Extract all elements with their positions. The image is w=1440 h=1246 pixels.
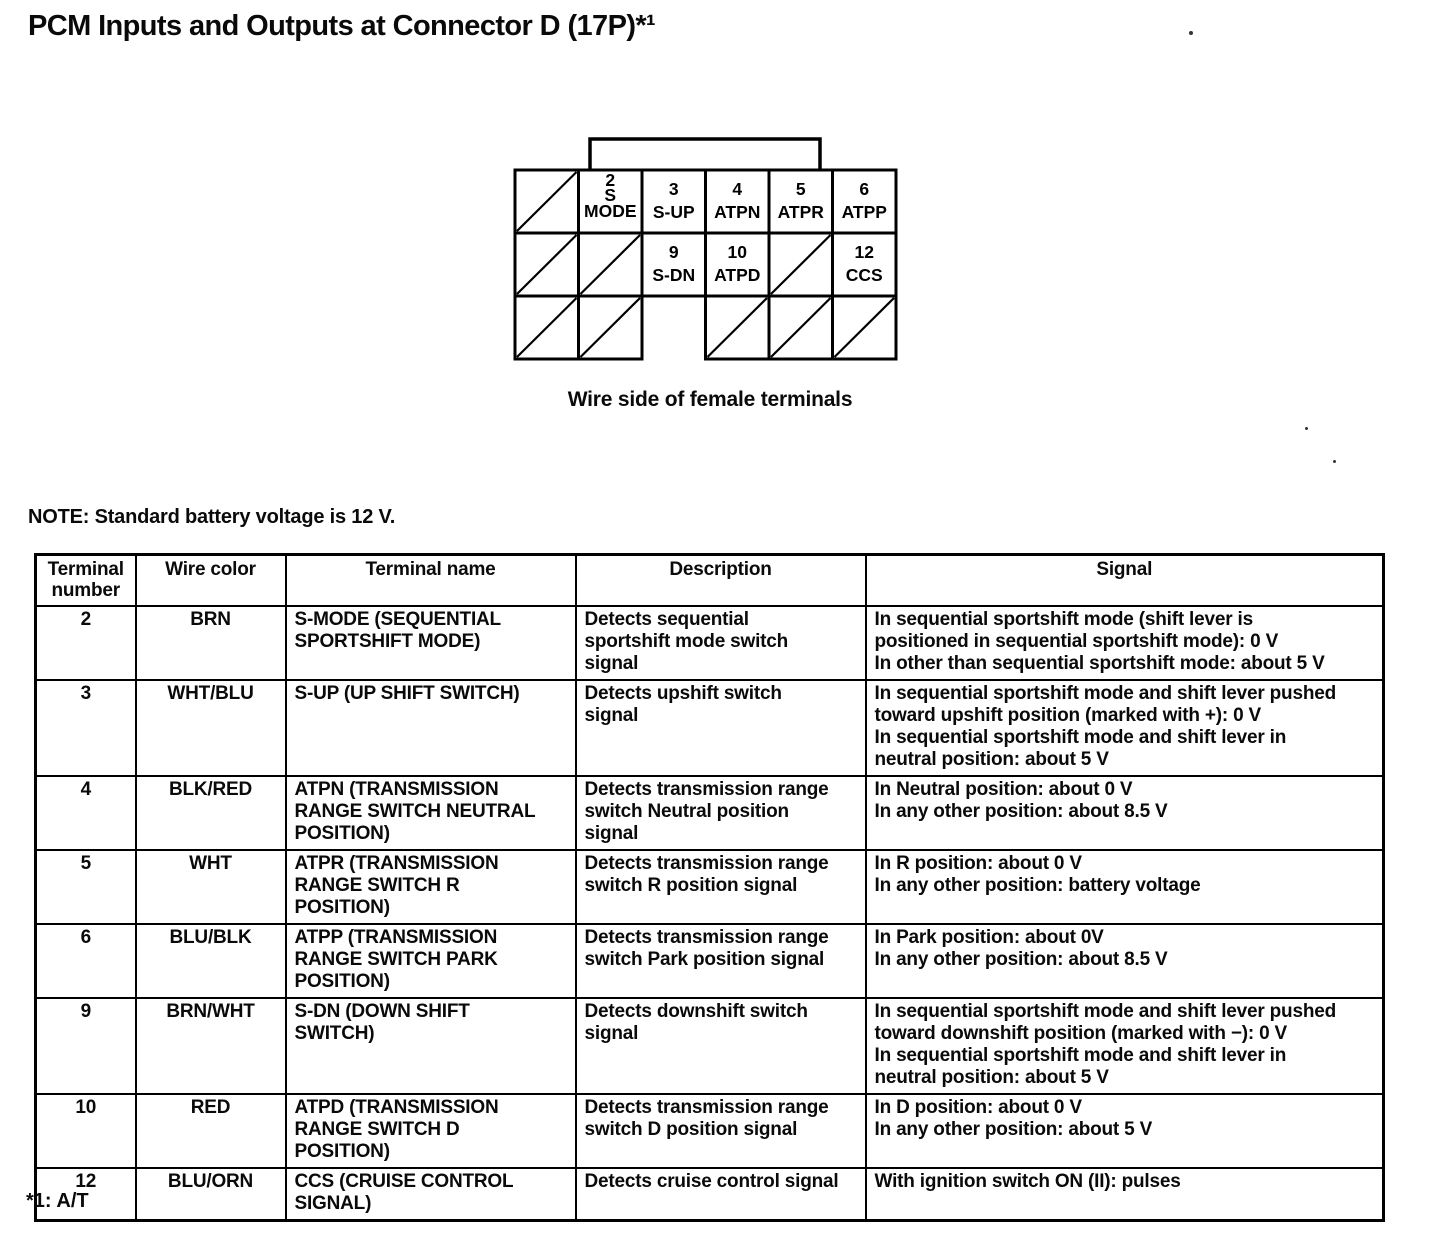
terminal-name-cell bbox=[286, 850, 576, 924]
text-line: Detects transmission range bbox=[584, 853, 829, 874]
column-header: Terminal name bbox=[286, 555, 576, 607]
text-line: Detects transmission range bbox=[584, 779, 829, 800]
connector-blocked-cell bbox=[769, 233, 833, 296]
pin-label: ATPD bbox=[714, 265, 761, 285]
description-cell bbox=[576, 1094, 866, 1168]
connector-blocked-cell bbox=[579, 233, 643, 296]
pin-label: ATPP bbox=[841, 202, 887, 222]
text-line: toward downshift position (marked with −): 0 V bbox=[874, 1023, 1288, 1044]
text-line: In sequential sportshift mode and shift lever pushed bbox=[874, 1001, 1337, 1022]
text-line: In sequential sportshift mode and shift lever in bbox=[874, 1045, 1287, 1066]
text-line: switch R position signal bbox=[584, 875, 798, 896]
text-line: POSITION) bbox=[294, 897, 390, 918]
terminal-name-cell bbox=[286, 606, 576, 680]
terminal-number-cell: 9 bbox=[36, 998, 136, 1094]
text-line: In Neutral position: about 0 V bbox=[874, 779, 1133, 800]
text-line: signal bbox=[584, 1023, 639, 1044]
table-row bbox=[36, 850, 1384, 924]
text-line: RANGE SWITCH D bbox=[294, 1119, 460, 1140]
text-line: CCS (CRUISE CONTROL bbox=[294, 1171, 514, 1192]
terminal-name-cell bbox=[286, 680, 576, 776]
wire-color-cell: BRN/WHT bbox=[136, 998, 286, 1094]
text-line: signal bbox=[584, 705, 639, 726]
terminal-name-cell bbox=[286, 776, 576, 850]
table-row bbox=[36, 1168, 1384, 1221]
table-row bbox=[36, 998, 1384, 1094]
terminal-number-cell: 5 bbox=[36, 850, 136, 924]
text-line: In sequential sportshift mode (shift lever is bbox=[874, 609, 1253, 630]
text-line: toward upshift position (marked with +): 0 V bbox=[874, 705, 1262, 726]
text-line: S-DN (DOWN SHIFT bbox=[294, 1001, 470, 1022]
pin-label: 3 bbox=[668, 179, 679, 199]
pin-label: 2 bbox=[605, 170, 616, 190]
description-cell bbox=[576, 606, 866, 680]
terminal-number-cell: 12 bbox=[36, 1168, 136, 1221]
signal-cell bbox=[866, 998, 1384, 1094]
wire-color-cell: BLU/ORN bbox=[136, 1168, 286, 1221]
text-line: neutral position: about 5 V bbox=[874, 749, 1109, 770]
table-row bbox=[36, 776, 1384, 850]
connector-blocked-cell bbox=[706, 296, 770, 359]
text-line: SWITCH) bbox=[294, 1023, 375, 1044]
description-cell bbox=[576, 680, 866, 776]
text-line: RANGE SWITCH R bbox=[294, 875, 460, 896]
pin-label: S bbox=[604, 185, 617, 205]
signal-cell bbox=[866, 1168, 1384, 1221]
text-line: Detects cruise control signal bbox=[584, 1171, 839, 1192]
connector-blocked-cell bbox=[769, 296, 833, 359]
terminal-name-cell bbox=[286, 924, 576, 998]
text-line: switch Park position signal bbox=[584, 949, 825, 970]
text-line: ATPR (TRANSMISSION bbox=[294, 853, 499, 874]
footnote: *1: A/T bbox=[26, 1190, 89, 1212]
text-line: signal bbox=[584, 653, 639, 674]
table-row bbox=[36, 606, 1384, 680]
connector-blocked-cell bbox=[833, 296, 897, 359]
text-line: SIGNAL) bbox=[294, 1193, 372, 1214]
text-line: In any other position: about 8.5 V bbox=[874, 949, 1168, 970]
description-cell bbox=[576, 850, 866, 924]
signal-cell bbox=[866, 776, 1384, 850]
terminal-name-cell bbox=[286, 1168, 576, 1221]
pin-label: ATPR bbox=[777, 202, 824, 222]
text-line: S-MODE (SEQUENTIAL bbox=[294, 609, 501, 630]
pin-label: 5 bbox=[795, 179, 806, 199]
text-line: ATPD (TRANSMISSION bbox=[294, 1097, 499, 1118]
text-line: In any other position: battery voltage bbox=[874, 875, 1201, 896]
terminal-number-cell: 10 bbox=[36, 1094, 136, 1168]
text-line: neutral position: about 5 V bbox=[874, 1067, 1109, 1088]
pin-label: 9 bbox=[668, 242, 679, 262]
connector-pin-cell bbox=[706, 233, 770, 296]
connector-pinout-drawing bbox=[512, 135, 908, 365]
connector-pin-cell bbox=[579, 170, 643, 233]
description-cell bbox=[576, 1168, 866, 1221]
table-header-row bbox=[36, 555, 1384, 607]
column-header: Terminal number bbox=[36, 555, 136, 607]
connector-pin-cell bbox=[642, 233, 706, 296]
table-row bbox=[36, 924, 1384, 998]
terminal-name-cell bbox=[286, 998, 576, 1094]
wire-color-cell: WHT/BLU bbox=[136, 680, 286, 776]
pin-label: MODE bbox=[584, 201, 637, 221]
wire-color-cell: BRN bbox=[136, 606, 286, 680]
text-line: switch D position signal bbox=[584, 1119, 798, 1140]
pin-label: CCS bbox=[845, 265, 883, 285]
pin-label: 6 bbox=[859, 179, 870, 199]
terminal-number-cell: 4 bbox=[36, 776, 136, 850]
text-line: sportshift mode switch bbox=[584, 631, 789, 652]
note-text: NOTE: Standard battery voltage is 12 V. bbox=[28, 506, 396, 528]
text-line: In other than sequential sportshift mode: about 5 V bbox=[874, 653, 1325, 674]
text-line: S-UP (UP SHIFT SWITCH) bbox=[294, 683, 520, 704]
wire-color-cell: BLK/RED bbox=[136, 776, 286, 850]
terminal-name-cell bbox=[286, 1094, 576, 1168]
column-header: Signal bbox=[866, 555, 1384, 607]
signal-cell bbox=[866, 924, 1384, 998]
wire-color-cell: WHT bbox=[136, 850, 286, 924]
pin-label: S-DN bbox=[652, 265, 696, 285]
pin-label: 10 bbox=[727, 242, 747, 262]
wire-color-cell: RED bbox=[136, 1094, 286, 1168]
table-row bbox=[36, 1094, 1384, 1168]
connector-pin-cell bbox=[833, 233, 897, 296]
text-line: ATPN (TRANSMISSION bbox=[294, 779, 499, 800]
text-line: ATPP (TRANSMISSION bbox=[294, 927, 498, 948]
text-line: RANGE SWITCH PARK bbox=[294, 949, 498, 970]
text-line: RANGE SWITCH NEUTRAL bbox=[294, 801, 536, 822]
text-line: POSITION) bbox=[294, 971, 390, 992]
column-header: Description bbox=[576, 555, 866, 607]
connector-caption: Wire side of female terminals bbox=[567, 388, 853, 411]
connector-blocked-cell bbox=[515, 170, 579, 233]
connector-tab bbox=[590, 139, 820, 171]
text-line: Detects upshift switch bbox=[584, 683, 782, 704]
terminal-number-cell: 3 bbox=[36, 680, 136, 776]
text-line: Detects transmission range bbox=[584, 1097, 829, 1118]
connector-blocked-cell bbox=[515, 233, 579, 296]
connector-blocked-cell bbox=[515, 296, 579, 359]
signal-cell bbox=[866, 850, 1384, 924]
text-line: SPORTSHIFT MODE) bbox=[294, 631, 481, 652]
text-line: In sequential sportshift mode and shift lever in bbox=[874, 727, 1287, 748]
text-line: In any other position: about 5 V bbox=[874, 1119, 1153, 1140]
connector-blocked-cell bbox=[579, 296, 643, 359]
text-line: POSITION) bbox=[294, 823, 390, 844]
text-line: POSITION) bbox=[294, 1141, 390, 1162]
table-row bbox=[36, 680, 1384, 776]
text-line: In any other position: about 8.5 V bbox=[874, 801, 1168, 822]
pin-label: ATPN bbox=[714, 202, 761, 222]
text-line: In sequential sportshift mode and shift lever pushed bbox=[874, 683, 1337, 704]
connector-pin-cell bbox=[833, 170, 897, 233]
pin-label: S-UP bbox=[652, 202, 695, 222]
pin-label: 4 bbox=[732, 179, 743, 199]
text-line: In R position: about 0 V bbox=[874, 853, 1082, 874]
description-cell bbox=[576, 924, 866, 998]
text-line: signal bbox=[584, 823, 639, 844]
scan-speck bbox=[1189, 31, 1193, 35]
pin-label: 12 bbox=[854, 242, 874, 262]
pcm-terminal-table bbox=[34, 553, 1385, 1222]
text-line: Detects sequential bbox=[584, 609, 749, 630]
terminal-number-cell: 6 bbox=[36, 924, 136, 998]
page-title: PCM Inputs and Outputs at Connector D (17P)*¹ bbox=[28, 10, 656, 42]
description-cell bbox=[576, 998, 866, 1094]
text-line: In D position: about 0 V bbox=[874, 1097, 1082, 1118]
signal-cell bbox=[866, 606, 1384, 680]
connector-pin-cell bbox=[769, 170, 833, 233]
wire-color-cell: BLU/BLK bbox=[136, 924, 286, 998]
signal-cell bbox=[866, 680, 1384, 776]
text-line: In Park position: about 0V bbox=[874, 927, 1104, 948]
connector-diagram bbox=[512, 135, 908, 412]
text-line: Detects transmission range bbox=[584, 927, 829, 948]
connector-pin-cell bbox=[642, 170, 706, 233]
description-cell bbox=[576, 776, 866, 850]
text-line: switch Neutral position bbox=[584, 801, 789, 822]
scan-speck bbox=[1333, 460, 1336, 463]
scan-speck bbox=[1305, 427, 1308, 430]
table-body bbox=[36, 606, 1384, 1221]
connector-pin-cell bbox=[706, 170, 770, 233]
signal-cell bbox=[866, 1094, 1384, 1168]
column-header: Wire color bbox=[136, 555, 286, 607]
text-line: positioned in sequential sportshift mode): 0 V bbox=[874, 631, 1279, 652]
text-line: Detects downshift switch bbox=[584, 1001, 808, 1022]
text-line: With ignition switch ON (II): pulses bbox=[874, 1171, 1181, 1192]
terminal-number-cell: 2 bbox=[36, 606, 136, 680]
